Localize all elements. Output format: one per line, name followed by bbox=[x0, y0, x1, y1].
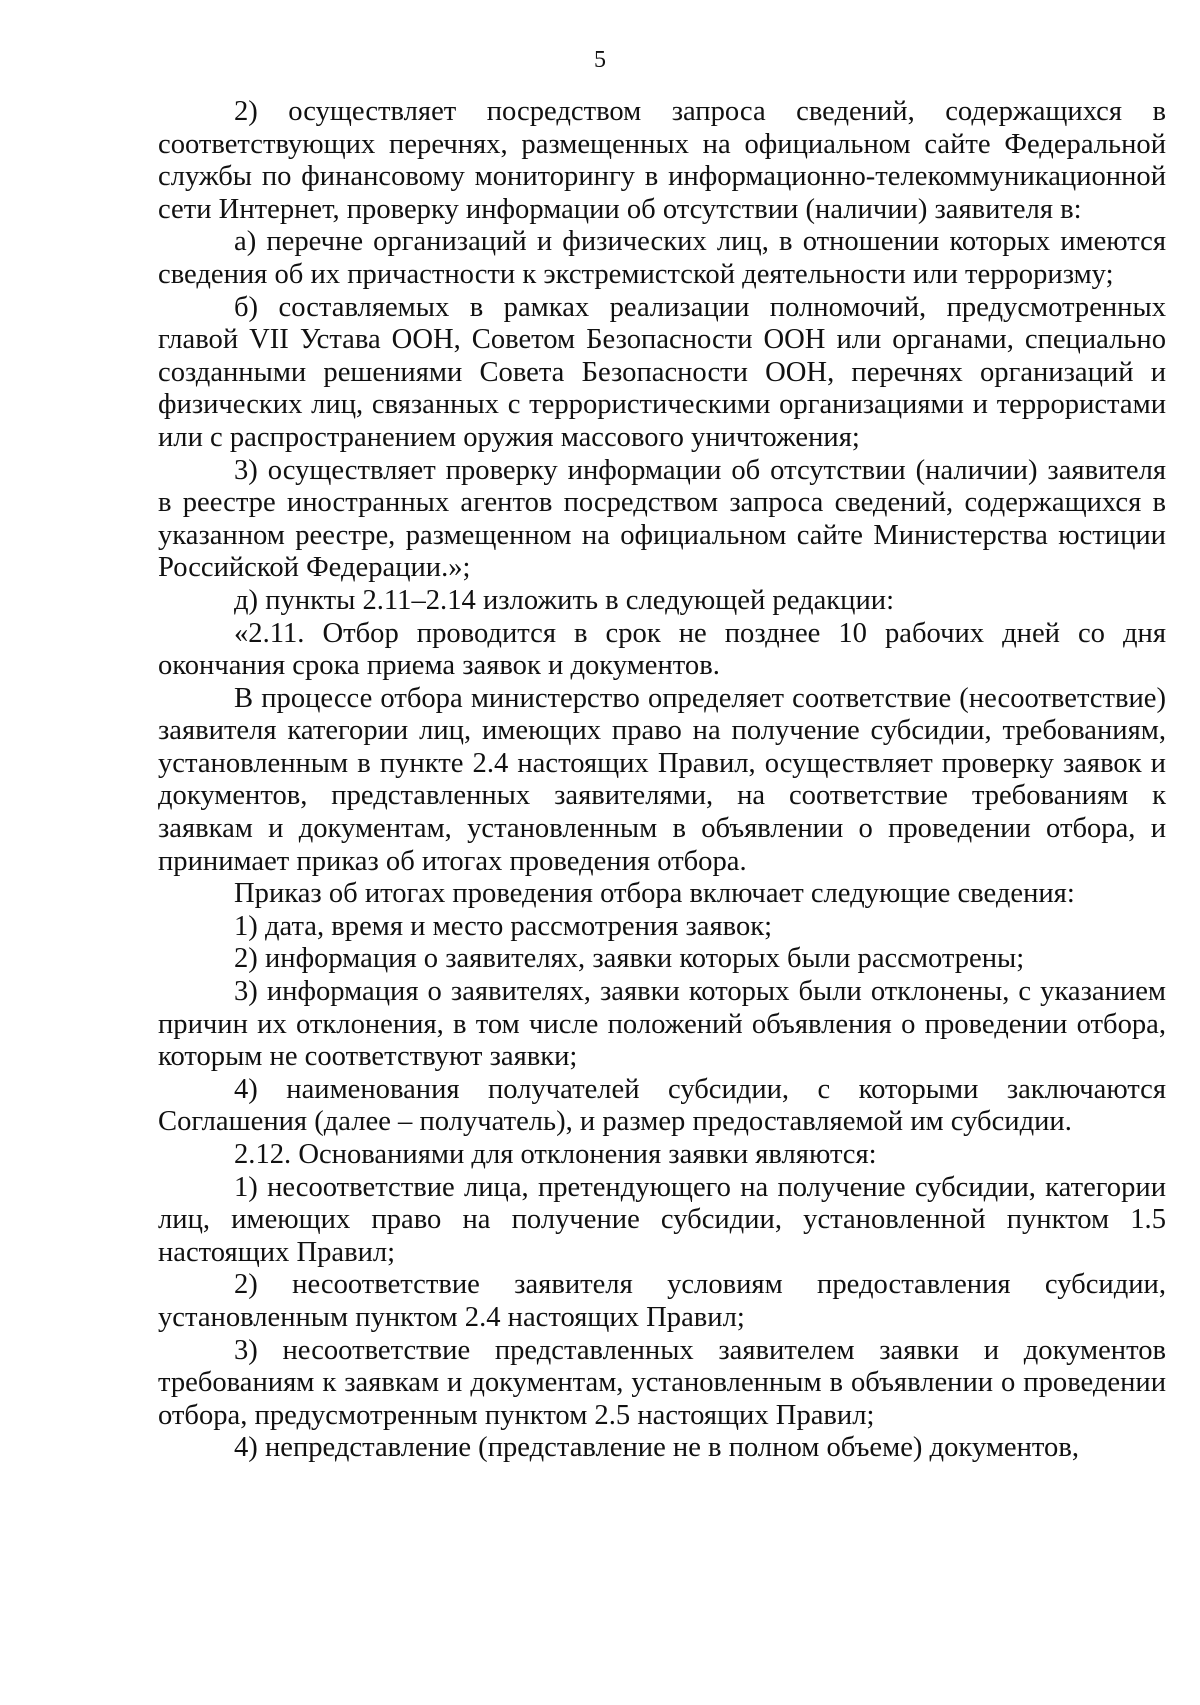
paragraph: В процессе отбора министерство определяет соответствие (несоответствие) заявителя категории лиц, имеющих право на получение субсидии, требованиям, установленным в пункте 2.4 настоящих Правил, осуществляет проверку заявок и документов, представленных заявителями, на соответствие требованиям к заявкам и документам, установленным в объявлении о проведении отбора, и принимает приказ об итогах проведения отбора. bbox=[158, 682, 1166, 877]
document-body bbox=[158, 96, 1166, 1465]
paragraph: б) составляемых в рамках реализации полномочий, предусмотренных главой VII Устава ООН, Советом Безопасности ООН или органами, специально созданными решениями Совета Безопасности ООН, перечнях организаций и физических лиц, связанных с террористическими организациями и террористами или с распространением оружия массового уничтожения; bbox=[158, 291, 1166, 453]
paragraph: 2) осуществляет посредством запроса сведений, содержащихся в соответствующих перечнях, размещенных на официальном сайте Федеральной службы по финансовому мониторингу в информационно-телекоммуникационной сети Интернет, проверку информации об отсутствии (наличии) заявителя в: bbox=[158, 96, 1166, 225]
paragraph: а) перечне организаций и физических лиц, в отношении которых имеются сведения об их причастности к экстремистской деятельности или терроризму; bbox=[158, 226, 1166, 290]
paragraph: 1) дата, время и место рассмотрения заявок; bbox=[234, 910, 773, 942]
paragraph: 4) наименования получателей субсидии, с которыми заключаются Соглашения (далее – получатель), и размер предоставляемой им субсидии. bbox=[158, 1073, 1166, 1138]
page-number: 5 bbox=[594, 47, 606, 73]
paragraph: 2) несоответствие заявителя условиям предоставления субсидии, установленным пунктом 2.4 настоящих Правил; bbox=[158, 1269, 1166, 1333]
paragraph: 1) несоответствие лица, претендующего на получение субсидии, категории лиц, имеющих право на получение субсидии, установленной пунктом 1.5 настоящих Правил; bbox=[158, 1171, 1166, 1268]
paragraph: Приказ об итогах проведения отбора включает следующие сведения: bbox=[234, 878, 1075, 910]
paragraph: 2) информация о заявителях, заявки которых были рассмотрены; bbox=[234, 943, 1025, 975]
paragraph: д) пункты 2.11–2.14 изложить в следующей редакции: bbox=[234, 584, 895, 616]
paragraph: 2.12. Основаниями для отклонения заявки являются: bbox=[234, 1139, 877, 1170]
paragraph: «2.11. Отбор проводится в срок не позднее 10 рабочих дней со дня окончания срока приема заявок и документов. bbox=[158, 617, 1166, 682]
paragraph: 3) осуществляет проверку информации об отсутствии (наличии) заявителя в реестре иностранных агентов посредством запроса сведений, содержащихся в указанном реестре, размещенном на официальном сайте Министерства юстиции Российской Федерации.»; bbox=[158, 454, 1166, 584]
paragraph: 3) несоответствие представленных заявителем заявки и документов требованиям к заявкам и документам, установленным в объявлении о проведении отбора, предусмотренным пунктом 2.5 настоящих Правил; bbox=[158, 1334, 1166, 1431]
paragraph: 4) непредставление (представление не в полном объеме) документов, bbox=[234, 1432, 1079, 1464]
paragraph: 3) информация о заявителях, заявки которых были отклонены, с указанием причин их отклонения, в том числе положений объявления о проведении отбора, которым не соответствуют заявки; bbox=[158, 976, 1166, 1073]
